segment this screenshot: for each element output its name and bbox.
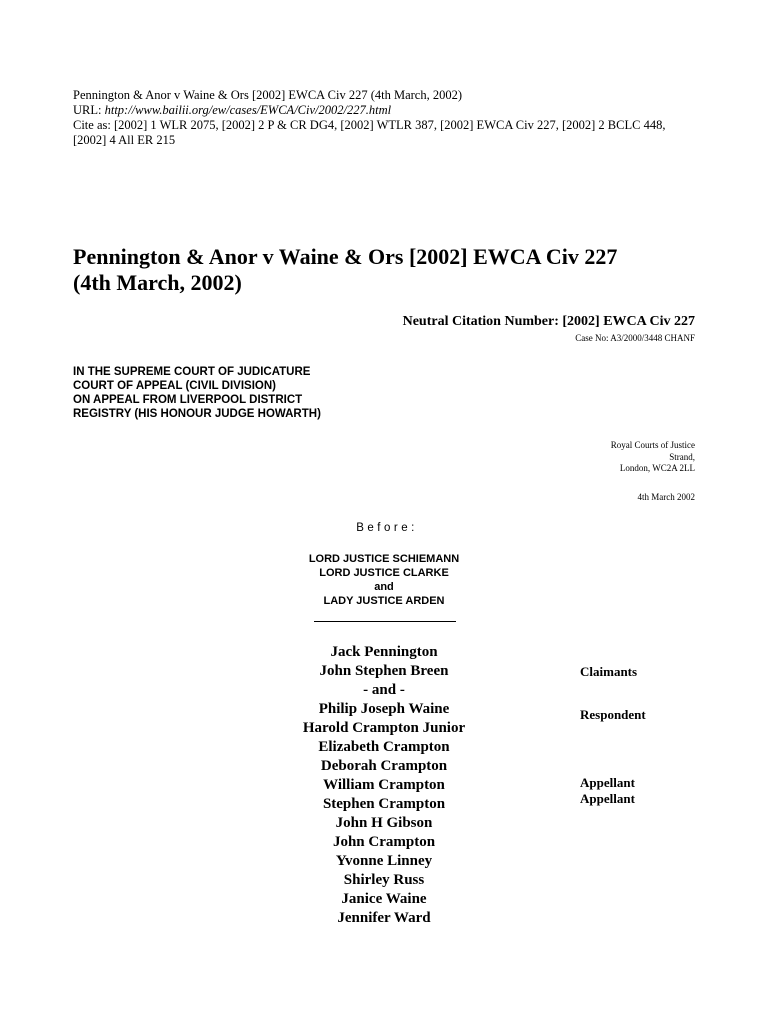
- party-name: Jack Pennington: [330, 644, 438, 660]
- party-name: Jennifer Ward: [337, 910, 431, 926]
- court-line: ON APPEAL FROM LIVERPOOL DISTRICT: [73, 394, 303, 406]
- address-line: Strand,: [669, 451, 695, 462]
- party-name: Yvonne Linney: [335, 853, 433, 869]
- judgment-date: 4th March 2002: [637, 492, 695, 502]
- party-name: John Stephen Breen: [319, 663, 449, 679]
- header-url-line: [73, 103, 703, 118]
- page-title: [73, 244, 713, 296]
- before-label: Before:: [356, 522, 418, 534]
- title-line-1: Pennington & Anor v Waine & Ors [2002] EWCA Civ 227: [73, 244, 618, 269]
- judges-list: [234, 552, 534, 608]
- address-line: London, WC2A 2LL: [619, 463, 695, 473]
- party-name: John H Gibson: [335, 815, 433, 831]
- party-name: Janice Waine: [341, 891, 427, 907]
- judges-conjunction: and: [374, 581, 394, 593]
- citation-header: [73, 88, 703, 148]
- party-name: Harold Crampton Junior: [302, 720, 466, 736]
- court-heading: [73, 365, 321, 421]
- party-name: William Crampton: [323, 777, 445, 793]
- party-name: Philip Joseph Waine: [318, 701, 450, 717]
- case-url-link[interactable]: http://www.bailii.org/ew/cases/EWCA/Civ/2002/227.html: [104, 103, 392, 117]
- parties-separator: - and -: [363, 682, 405, 698]
- judge-name: LORD JUSTICE CLARKE: [319, 567, 449, 579]
- parties-list: [234, 643, 534, 928]
- header-case-line: Pennington & Anor v Waine & Ors [2002] EWCA Civ 227 (4th March, 2002): [73, 88, 463, 102]
- header-cite-line: Cite as: [2002] 1 WLR 2075, [2002] 2 P & CR DG4, [2002] WTLR 387, [2002] EWCA Civ 227, [2002] 2 BCLC 448,: [73, 118, 666, 132]
- address-line: Royal Courts of Justice: [610, 440, 695, 450]
- role-claimants: Claimants: [580, 664, 638, 679]
- role-respondent: Respondent: [580, 707, 646, 722]
- court-line: REGISTRY (HIS HONOUR JUDGE HOWARTH): [73, 408, 321, 420]
- party-name: Stephen Crampton: [322, 796, 446, 812]
- header-cite-line-2: [2002] 4 All ER 215: [73, 133, 176, 147]
- case-number: Case No: A3/2000/3448 CHANF: [575, 333, 695, 343]
- party-name: John Crampton: [332, 834, 436, 850]
- role-appellant: Appellant: [580, 775, 635, 790]
- court-address: [611, 440, 695, 475]
- court-line: COURT OF APPEAL (CIVIL DIVISION): [73, 380, 276, 392]
- party-name: Elizabeth Crampton: [318, 739, 450, 755]
- judge-name: LORD JUSTICE SCHIEMANN: [308, 553, 460, 565]
- judge-name: LADY JUSTICE ARDEN: [323, 595, 445, 607]
- neutral-citation: Neutral Citation Number: [2002] EWCA Civ 227: [402, 314, 695, 329]
- url-label: URL:: [73, 103, 102, 117]
- title-line-2: (4th March, 2002): [73, 270, 242, 295]
- role-appellant: Appellant: [580, 791, 635, 806]
- court-line: IN THE SUPREME COURT OF JUDICATURE: [73, 366, 311, 378]
- judges-divider: [314, 621, 456, 622]
- party-name: Shirley Russ: [343, 872, 425, 888]
- party-name: Deborah Crampton: [320, 758, 448, 774]
